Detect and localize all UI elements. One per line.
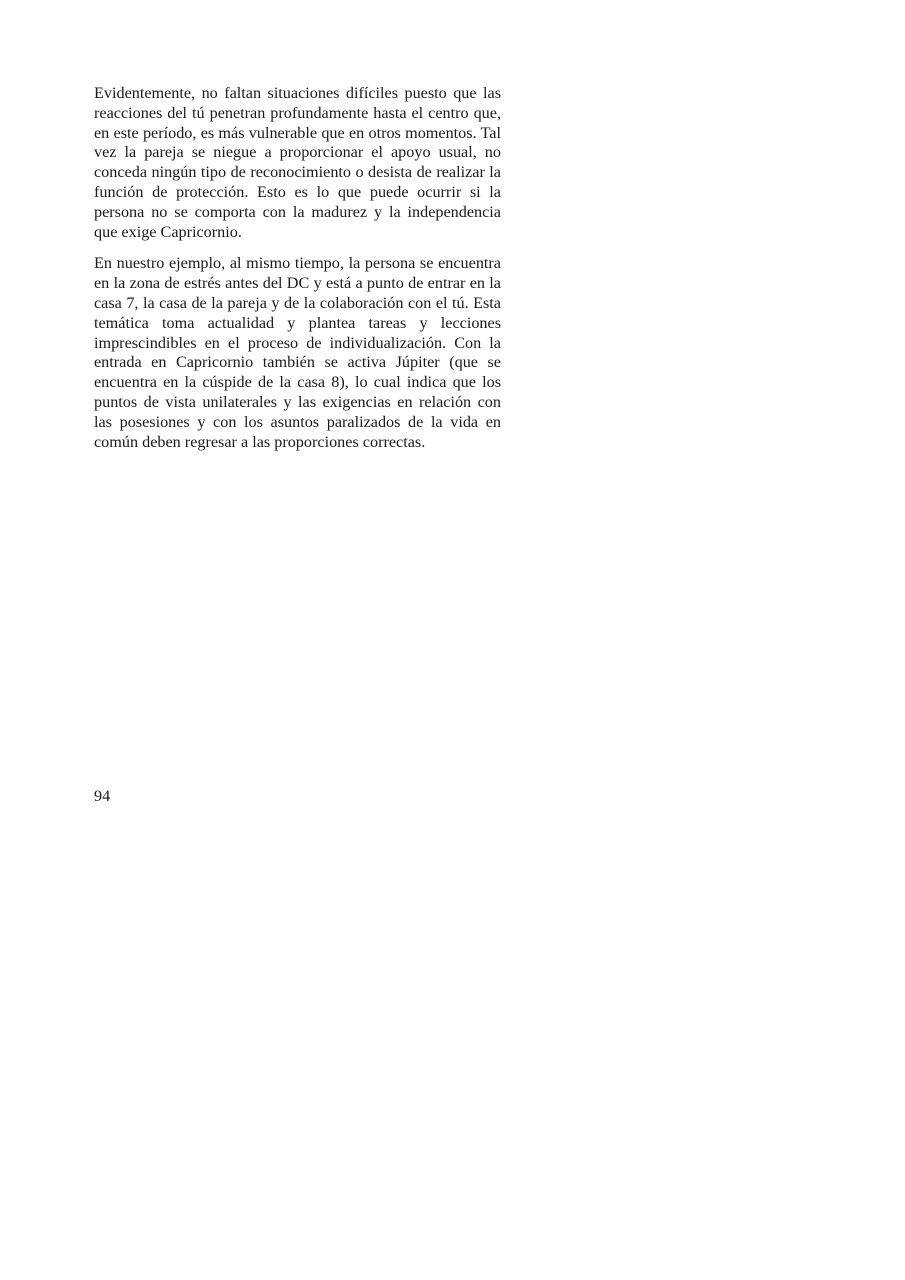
paragraph-2: En nuestro ejemplo, al mismo tiempo, la persona se encuentra en la zona de estrés antes del DC y está a punto de entrar en la casa 7, la casa de la pareja y de la colaboración con el tú. Esta temática toma actualidad y plantea tareas y lecciones imprescindibles en el proceso de individualización. Con la entrada en Capricornio también se activa Júpiter (que se encuentra en la cúspide de la casa 8), lo cual indica que los puntos de vista unilaterales y las exigencias en relación con las posesiones y con los asuntos paralizados de la vida en común deben regresar a las proporciones correctas. [94, 254, 501, 451]
paragraph-1: Evidentemente, no faltan situaciones difíciles puesto que las reacciones del tú penetran profundamente hasta el centro que, en este período, es más vulnerable que en otros momentos. Tal vez la pareja se niegue a proporcionar el apoyo usual, no conceda ningún tipo de reconocimiento o desista de realizar la función de protección. Esto es lo que puede ocurrir si la persona no se comporta con la madurez y la independencia que exige Capricornio. [94, 84, 501, 241]
page-number: 94 [94, 787, 111, 805]
body-text [94, 84, 501, 464]
